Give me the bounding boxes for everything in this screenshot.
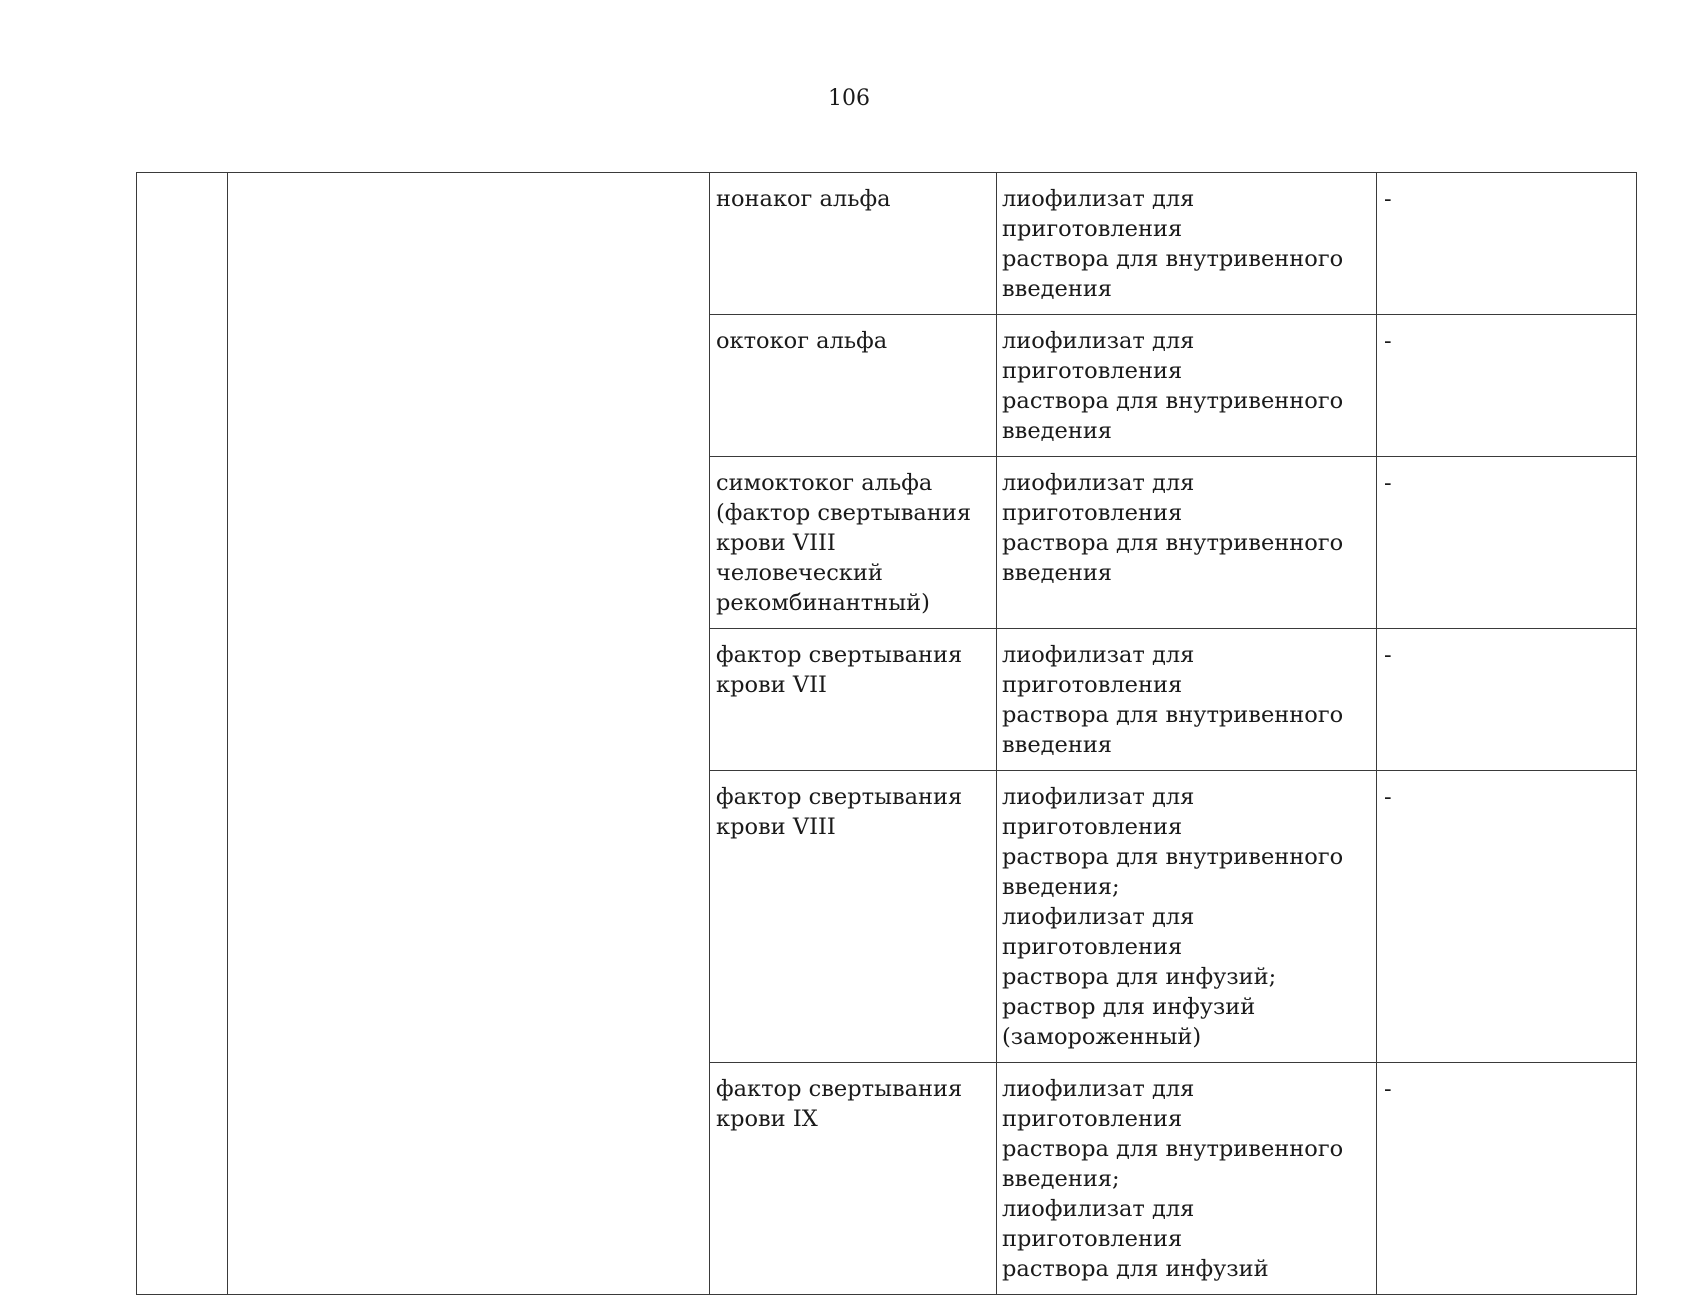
atc-code-cell [137,173,228,1295]
note-cell: - [1377,629,1637,771]
note-cell: - [1377,315,1637,457]
table-row [137,173,1637,315]
dosage-form-cell: лиофилизат для приготовления раствора для внутривенного введения [997,457,1377,629]
anatomical-group-cell [228,173,710,1295]
drug-name-cell: фактор свертывания крови VII [710,629,997,771]
drug-table [136,172,1637,1295]
note-cell: - [1377,173,1637,315]
drug-name-cell: октоког альфа [710,315,997,457]
dosage-form-cell: лиофилизат для приготовления раствора для внутривенного введения [997,315,1377,457]
dosage-form-cell: лиофилизат для приготовления раствора для внутривенного введения [997,629,1377,771]
page-number: 106 [828,86,870,111]
note-cell: - [1377,771,1637,1063]
drug-name-cell: фактор свертывания крови IX [710,1063,997,1295]
drug-name-cell: симоктоког альфа (фактор свертывания крови VIII человеческий рекомбинантный) [710,457,997,629]
dosage-form-cell: лиофилизат для приготовления раствора для внутривенного введения [997,173,1377,315]
drug-name-cell: нонаког альфа [710,173,997,315]
note-cell: - [1377,457,1637,629]
dosage-form-cell: лиофилизат для приготовления раствора для внутривенного введения; лиофилизат для приготовления раствора для инфузий [997,1063,1377,1295]
note-cell: - [1377,1063,1637,1295]
dosage-form-cell: лиофилизат для приготовления раствора для внутривенного введения; лиофилизат для приготовления раствора для инфузий; раствор для инфузий (замороженный) [997,771,1377,1063]
drug-name-cell: фактор свертывания крови VIII [710,771,997,1063]
